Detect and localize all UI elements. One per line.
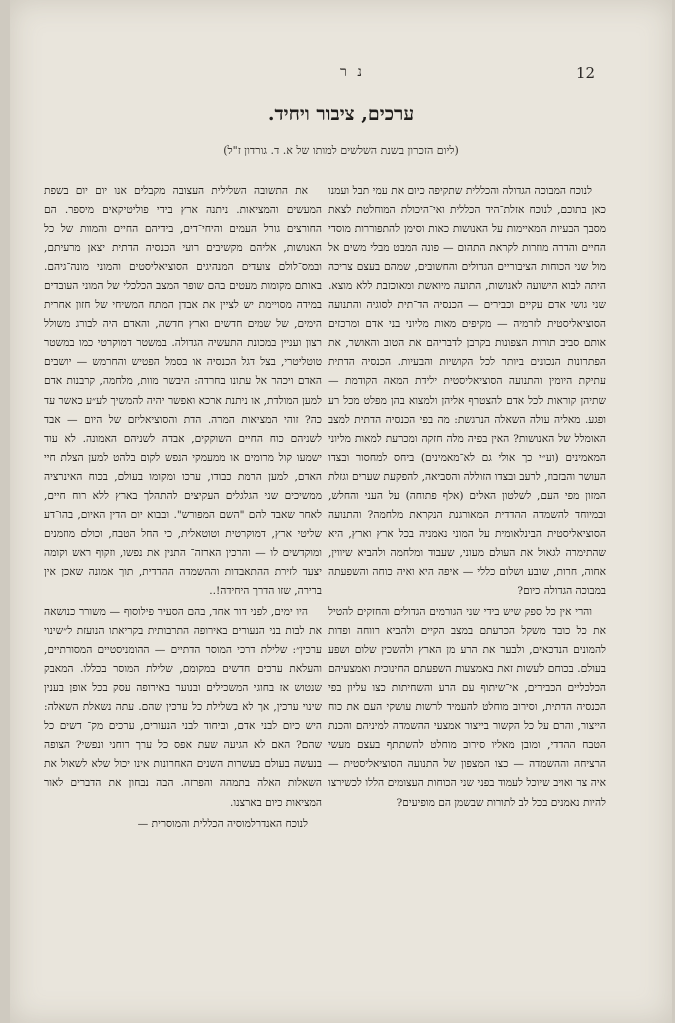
continuation-line: לנוכח האנדרלמוסיה הכללית והמוסרית — [137, 817, 308, 830]
page-number: 12 [576, 64, 596, 82]
right-column [328, 182, 606, 813]
page-letters: נ ר [340, 64, 365, 80]
paragraph: לנוכח המבוכה הגדולה והכללית שתקיפה כיום את עמי תבל ועמנו כאן בתוכם, לנוכח אזלת־היד הכללית ואי־היכולת המוחלטת לצאת מסבך הבעיות המאיימות על האנושות כאות וסימן להתפוררות מוסדי החיים והדרה מוזרות לקראת התהום — פונה המבט מבלי משים אל מול שני הכוחות הציבוריים הגדולים והחשובים, שמהם בעצם צריכה היתה לבוא הישועה לאנושות, התועה מיואשת ומאוכזבת ללא מוצא. שני גושי אדם עקיים וכבירים — הכנסיה הד־תית לסוגיה והתנועה הסוציאליסטית לזרמיה — מקיפים מאות מליוני בני אדם ומרכזים אותם סביב תורות הצפונות בקרבן לדבריהם את הטוב והאושר, את הפתרונות הנכונים ביותר לכל הקושיות והבעיות. הכנסיה הדתית עתיקת היומין והתנועה הסוציאליסטית ילידת המאה הקודמת — שתיהן קוראות לכל אדם להצטרף אליהן ולמצוא בהן מפלט מכל רע ופגע. מאליה עולה השאלה הנרגשת: מה בפי הכנסיה הדתית למצב האומלל של האנושות? האין בפיה מלה חזקה ומכרעת למאות מליוני המאמינים (וע״י כך אולי גם לא־מאמינים) ביחס למחסור ובצדו העושר והבזבוז, לרעב ובצדו הזוללה והסביאה, להפקעת שערים וגזלת המזון מפי העם, לשלטון האלים (אלף פתוחה) על העני והחלש, ובמיוחד להשמדה ההדדית המאורגנת הנקראת מלחמה? והתנועה הסוציאליסטית הבינלאומית על המוני נאמניה בכל ארץ וארץ, היא שהתימרה לגאול את העולם מעוני, שעבוד ומלחמה ולהביא שיווין, אחוה, חרות, שובע ושלום כללי — איפה היא ואיה כוחה והשפעתה במבוכה הגדולה כיום? [328, 185, 606, 597]
article-subtitle: (ליום הזכרון בשנת השלשים למותו של א. ד. גורדון ז"ל) [223, 144, 459, 157]
left-column [44, 182, 322, 834]
page-header [40, 64, 642, 88]
paragraph: והרי אין כל ספק שיש בידי שני הגורמים הגדולים והחזקים להטיל את כל כובד משקל הכרעתם במצב הקיים ולהביא רווחה ופדות להמונים הנדכאים, ולבער את הרע מן הארץ ולהשכין שלום ושפע בעולם. בכוחם לעשות זאת באמצעות השפעתם החינוכית ואמצעיהם הכלכליים הכבירים, אי־שיתוף עם הרע והשחיתות כצו עליון בפי הכנסיה הדתית, וסירוב מוחלט להעמיד לרשות עושקי העם את כוח הייצור, והרם על כל הקשור בייצור אמצעי ההשמדה למיניהם והכנת הטבח ההדדי, ומובן מאליו סירוב מוחלט להשתתף בעצם מעשי הרציחה וההשמדה — כצו המצפון של התנועה הסוציאליסטית — איה צר ואויב שיוכל לעמוד בפני שני הכוחות העצומים הללו לכשירצו להיות נאמנים בכל לב לתורות שבשמן הם מופיעים? [328, 606, 606, 809]
article-title: ערכים, ציבור ויחיד. [267, 103, 415, 125]
paragraph: את התשובה השלילית העצובה מקבלים אנו יום יום בשפת המעשים והמציאות. ניתנה ארץ בידי פוליטיקאים מיספר. הם החורצים גורל העמים והיחי־דים, בידיהם החיים והמוות של כל האנושות, אליהם מקשיבים רועי הכנסיה הדתית יצאן מרעיתם, ובמס־לולם צועדים המנהיגים הסוציאליסטים והמוני מונה־גיהם. באותם מקומות מעטים בהם שופר המצב הכלכלי של המוני העובדים במידה מסויימת יש לציין את אבדן המתח המשיחי של חזון אחרית הימים, של שמים חדשים וארץ חדשה, והאדם היה לבורג משולל רצון ועניין במכונת התעשיה הגדולה. במשטר דמוקרטי כמו במשטר טוטליטרי, בצל דגל הכנסיה או בסמל הפטיש והחרמש — יושבים האדם ויכהר אל עתונו בחרדה: היבשר מוות, מלחמה, קרבנות אדם למען המולדת, או ניתנת ארכא ואפשר יהיה להמשיך לע״ע כאשר עד כה? זוהי המציאות המרה. הדת והסוציאליזם של היום — אבד לשניהם כוח החיים השוקקים, אבדה לשניהם האמונה. לא עוד ישמעו קול מרומים או ממעמקי הנפש לקום בלהט למען הצלת חיי האדם, למען הרמת כבודו, ערכו ומקומו בעולם, בכוח האינרציה ממשיכים שני הגלגלים העקיצים להתהלך בארץ ללא רוח חיים, לאחר שאבד להם "השם המפורש". ובבוא יום הדין האיום, בהו־דע שליטי ארץ, דמוקרטית וטוטאלית, כי החל הטבח, וכולם מוזמנים ומוקדשים לו — והרכין הארזה־ התנין את נפשו, וזקוף ראש וקומה יצעד לזירת ההתאבדות וההשמדה ההדדית, תוך אמונה שאכן אין ברירה, שזו הדרך היחידה!.. [44, 185, 322, 597]
paragraph: היו ימים, לפני דור אחד, בהם הסעיר פילוסוף — משורר כנושאה את לבות בני הנעורים באירופה התרבותית בקריאתו הנועזת ל״שינוי ערכין״: שלילת דרכי המוסר הדתיים — ההומניסטיים המסורתיים, והעלאת ערכים חדשים במקומם, שלילת המוסר בכללו. המאבק שנטוש אז בחוגי המשכילים ובנוער באירופה עסק בכל אופן בענין שינוי ערכין, אך לא בשלילת כל ערכין שהם. עתה נשאלת השאלה: היש כיום לבני אדם, וביחוד לבני הנעורים, ערכים מק־ דשים כל שהם? האם לא הגיעה שעת אפס כל ערך רוחני ונפשי? הצופה בנעשה בעולם בעשרות השנים האחרונות אינו יכול שלא לשאול את השאלות האלה בתמהה והפרזה. הבה נבחון את הדברים לאור המציאות כיום בארצנו. [44, 606, 322, 809]
page-sheet [10, 0, 672, 1023]
